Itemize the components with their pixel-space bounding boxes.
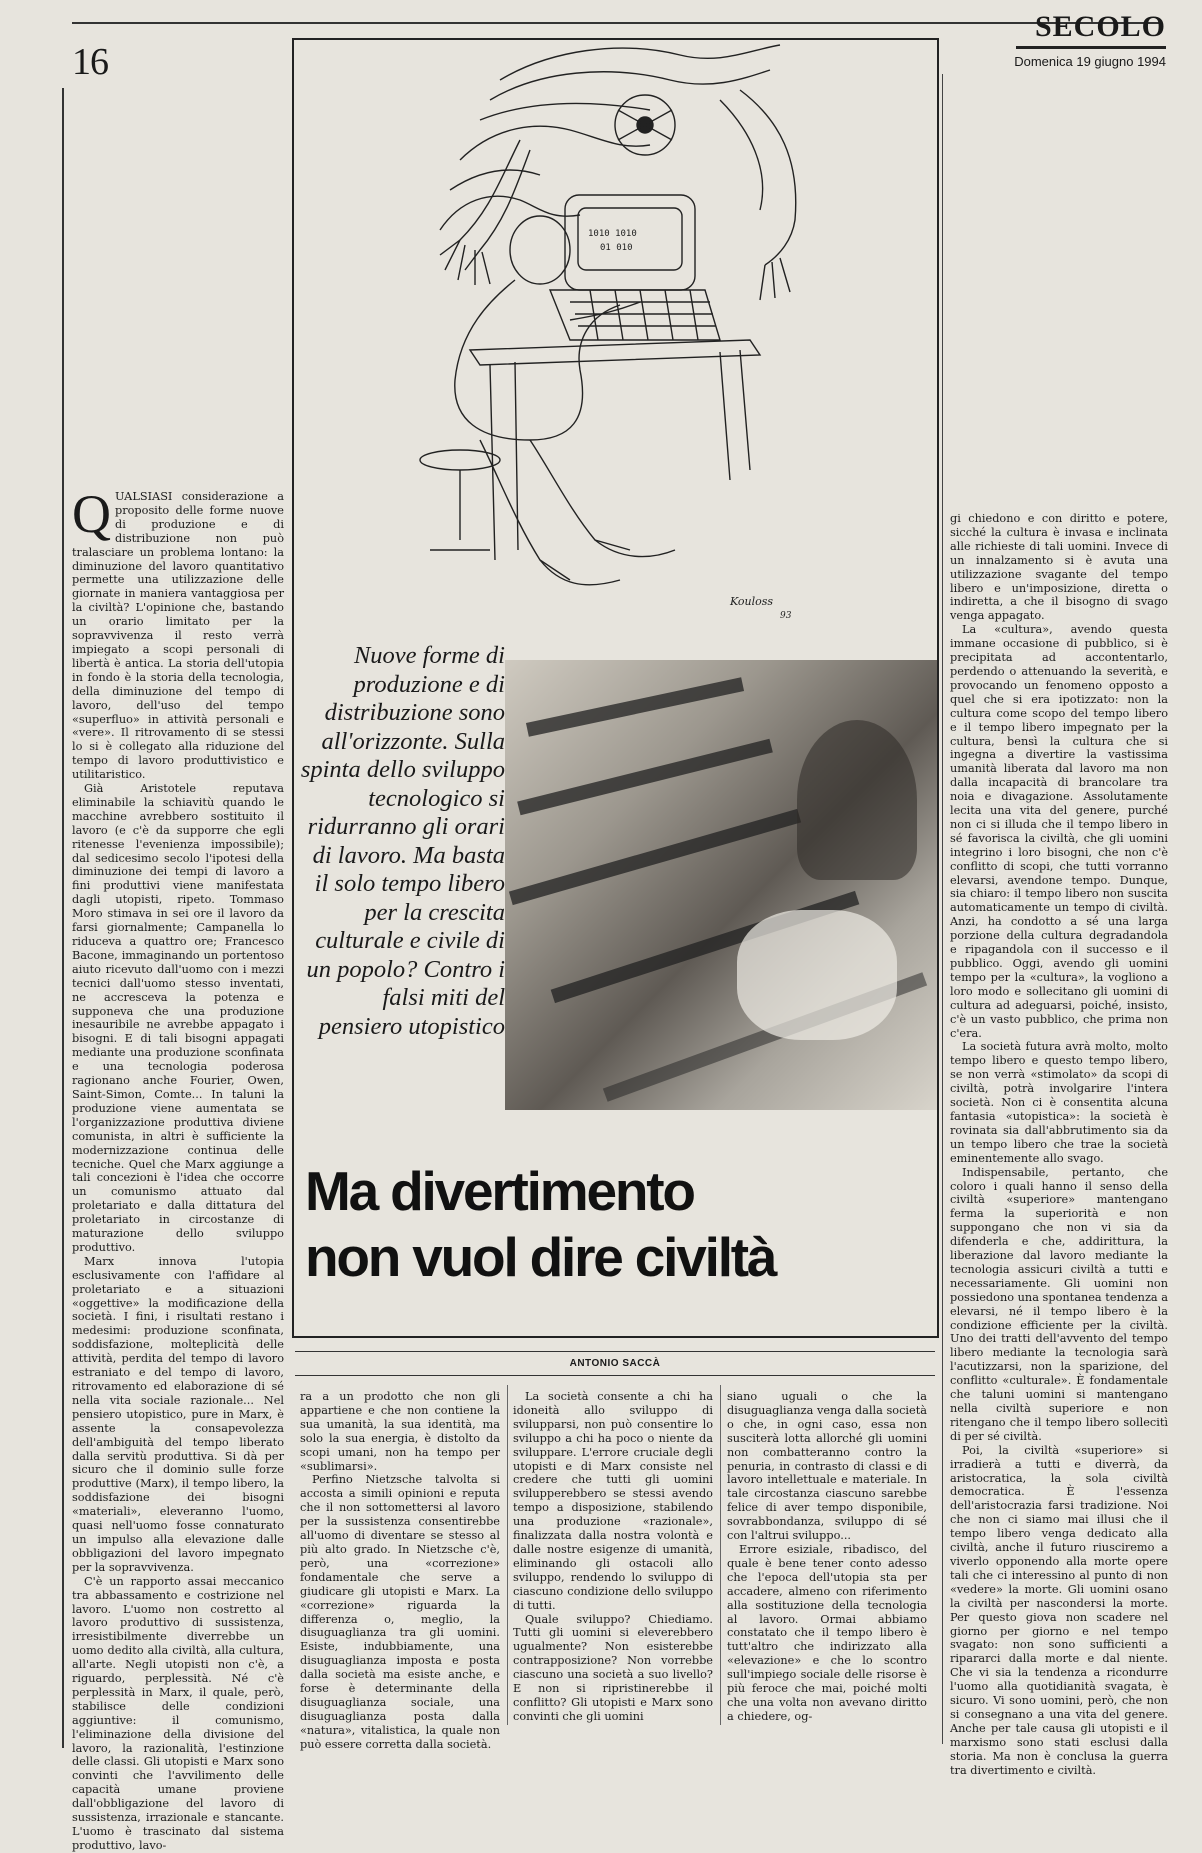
computer-monster-illustration	[420, 40, 840, 645]
column-divider	[720, 1385, 721, 1725]
svg-text:01 010: 01 010	[600, 243, 633, 253]
right-column-rule	[942, 74, 943, 1744]
page-number: 16	[72, 41, 108, 83]
paragraph: La società consente a chi ha idoneità allo sviluppo di svilupparsi, non può consentire lo sviluppo a chi ha poco o niente da sviluppare. L'errore cruciale degli utopisti e di Marx consiste nel credere che tutti gli uomini svilupperebbero se stessi avendo tempo a disposizione, stabilendo una produzione «razionale», finalizzata dalla nostra volontà e dalle nostre esigenze di umanità, eliminando gli ostacoli allo sviluppo, rendendo lo sviluppo di ciascuno condizione dello sviluppo di tutti.	[513, 1390, 713, 1612]
article-column-4	[727, 1390, 927, 1723]
author-byline: ANTONIO SACCÀ	[569, 1358, 661, 1369]
artist-signature: Kouloss	[730, 595, 774, 608]
headline-line-2: non vuol dire civiltà	[305, 1226, 776, 1288]
screen-binary-text: 1010 1010	[588, 229, 637, 239]
paragraph: ra a un prodotto che non gli appartiene e che non contiene la sua umanità, la sua identità, ma solo la sua energia, è distolto da scopi umani, non ha tempo per «sublimarsi».	[300, 1390, 500, 1473]
paragraph: QUALSIASI considerazione a proposito delle forme nuove di produzione e di distribuzione non può tralasciare un problema lontano: la diminuzione del lavoro quantitativo permette una utilizzazione delle giornate in maniera vantaggiosa per la civiltà? L'opinione che, bastando un orario limitato per la sopravvivenza il resto verrà impiegato a scopi personali di libertà è antica. La storia dell'utopia in fondo è la storia della tecnologia, della diminuzione del tempo di lavoro, dell'uso del tempo «superfluo» in attività personali e «vere». Il ritrovamento di se stessi lo si è collegato alla riduzione del tempo di lavoro produttivistico e utilitaristico.	[72, 484, 284, 782]
svg-text:93: 93	[780, 611, 792, 621]
paragraph: Marx innova l'utopia esclusivamente con l'affidare al proletariato e a situazioni «oggettive» la modificazione della società. I fini, i risultati restano i medesimi: produzione sconfinata, soddisfazione, molteplicità delle attività, perdita del tempo di lavoro estraniato e del tempo di lavoro, ritrovamento ed elaborazione di sé nella vita sociale razionale... Nel pensiero utopistico, pure in Marx, è assente la consapevolezza dell'ambiguità del tempo liberato dalla servitù produttiva. Si dà per sicuro che il dominio sulle forze produttive (Marx), il tempo libero, la soddisfazione dei bisogni «materiali», eleveranno l'uomo, quasi nell'uomo fosse connaturato un impulso alla elevazione dalle obbligazioni del lavoro impegnato per la sopravvivenza.	[72, 1254, 284, 1574]
headline-line-1: Ma divertimento	[305, 1160, 694, 1222]
photo-caption: Nuove forme di produzione e di distribuzione sono all'orizzonte. Sulla spinta dello sviluppo tecnologico si ridurranno gli orari di lavoro. Ma basta il solo tempo libero per la crescita culturale e civile di un popolo? Contro i falsi miti del pensiero utopistico	[300, 642, 505, 1040]
issue-date: Domenica 19 giugno 1994	[1014, 54, 1166, 69]
article-column-5	[950, 512, 1168, 1777]
top-rule	[72, 22, 1162, 24]
paragraph: C'è un rapporto assai meccanico tra abbassamento e costrizione nel lavoro. L'uomo non costretto al lavoro produttivo di sussistenza, irresistibilmente diverrebbe un uomo dedito alla civiltà, alla cultura, all'arte. Negli utopisti non c'è, a riguardo, perplessità. Né c'è perplessità in Marx, il quale, però, stabilisce delle condizioni aggiuntive: il comunismo, l'eliminazione della divisione del lavoro, la razionalità, l'estinzione delle classi. Gli utopisti e Marx sono convinti che l'avvilimento delle capacità umane proviene dall'obbligazione del lavoro di sussistenza, irrazionale e stancante. L'uomo è trascinato dal sistema produttivo, lavo-	[72, 1574, 284, 1852]
paragraph: Quale sviluppo? Chiediamo. Tutti gli uomini si eleverebbero ugualmente? Non esisterebbe contrapposizione? Non vorrebbe ciascuno una società a suo livello? E non si ripristinerebbe il conflitto? Gli utopisti e Marx sono convinti che gli uomini	[513, 1612, 713, 1723]
drop-cap: Q	[72, 484, 111, 544]
masthead-rule	[1016, 46, 1166, 49]
article-column-2	[300, 1390, 500, 1751]
paragraph: Poi, la civiltà «superiore» si irradierà a tutti e diverrà, da aristocratica, la sola civiltà democratica. È l'essenza dell'aristocrazia farsi tradizione. Noi che non ci siamo mai illusi che il tempo libero venga dedicato alla civiltà, anche il futuro riusciremo a viverlo opponendo alla morte opere tali che ci interessino al punto di non «vedere» la morte. Gli uomini osano la civiltà per nascondersi la morte. Per questo giova non scadere nel giorno per giorno e nel tempo svagato: non sono sufficienti a ripararci dalla morte e dal niente. Che vi sia la tendenza a ricondurre l'uomo alla quotidianità svagata, è sicuro. Vi sono uomini, però, che non si consegnano a una vita del genere. Anche per tale causa gli utopisti e il marxismo sono stati esclusi dalla storia. Ma non è conclusa la guerra tra divertimento e civiltà.	[950, 1443, 1168, 1777]
paragraph: gi chiedono e con diritto e potere, sicché la cultura è invasa e inclinata alle richieste di tali uomini. Invece di un innalzamento si è avuta una utilizzazione svagante del tempo libero e un'imposizione, diretta o indiretta, a che il bisogno di svago venga appagato.	[950, 512, 1168, 623]
paragraph: La società futura avrà molto, molto tempo libero e questo tempo libero, se non verrà «stimolato» da scopi di civiltà, potrà involgarire l'intera società. Non ci è consentita alcuna fantasia «utopistica»: la società è rovinata sia dall'abbrutimento sia da un tempo libero che trae la società eminentemente allo svago.	[950, 1040, 1168, 1165]
paragraph: Errore esiziale, ribadisco, del quale è bene tener conto adesso che l'epoca dell'utopia sta per accadere, almeno con riferimento alla sostituzione della tecnologia al lavoro. Ormai abbiamo constatato che il tempo libero è tutt'altro che indirizzato alla «elevazione» e che lo scontro sull'impiego sociale delle risorse è più feroce che mai, poiché molti che una volta non avevano diritto a chiedere, og-	[727, 1542, 927, 1723]
paragraph: Indispensabile, pertanto, che coloro i quali hanno il senso della civiltà «superiore» mantengano ferma la superiorità e non suppongano che non vi sia da difenderla e che, addirittura, la liberazione dal lavoro mediante la tecnologia assicuri civiltà a tutti e necessariamente. Gli uomini non possiedono una spontanea tendenza a elevarsi, né il tempo libero è la condizione efficiente per la civiltà. Uno dei tratti dell'avvento del tempo libero mediante la tecnologia sarà l'acutizzarsi, non la sparizione, del conflitto «culturale». È fondamentale che taluni uomini si mantengano nella civiltà superiore e non ritengano che il tempo libero sollecitì di per sé civiltà.	[950, 1165, 1168, 1443]
paragraph: siano uguali o che la disuguaglianza venga dalla società o che, in ogni caso, essa non susciterà lotta allorché gli uomini non combatteranno contro la penuria, in contrasto di classi e di lavoro intellettuale e materiale. In tale circostanza ciascuno sarebbe felice di aver tempo disponibile, sovrabbondanza, sviluppo di sé con l'altrui sviluppo...	[727, 1390, 927, 1543]
paragraph: Perfino Nietzsche talvolta si accosta a simili opinioni e reputa che il non sottomettersi al lavoro per la sussistenza consentirebbe all'uomo di diventare se stesso al più alto grado. In Nietzsche c'è, però, una «correzione» fondamentale che serve a giudicare gli utopisti e Marx. La «correzione» riguarda la differenza o, meglio, la disuguaglianza tra gli uomini. Esiste, indubbiamente, una disuguaglianza imposta e posta dalla società ma esiste anche, e forse è determinante della disuguaglianza sociale, una disuguaglianza posta dalla «natura», vitalistica, la quale non può essere corretta dalla società.	[300, 1473, 500, 1751]
paragraph: La «cultura», avendo questa immane occasione di pubblico, si è precipitata ad accontentarlo, perdendo o attenuando la severità, e provocando un fenomeno opposto a quel che si era ipotizzato: non la cultura come scopo del tempo libero e il tempo libero impegnato per la cultura, bensì la cultura che si ingegna a divertire la vastissima umanità liberata dal lavoro ma non dalla incapacità di brancolare tra noia e divagazione. Assolutamente lecita una vita del genere, purché non ci si illuda che il tempo libero in sé favorisca la civiltà, che gli uomini integrino i loro bisogni, che non c'è conflitto di scopi, che tutti vorranno elevarsi, avendone tempo. Dunque, sia chiaro: il tempo libero non suscita automaticamente un tempo di civiltà. Anzi, ha condotto a sé una larga porzione della cultura degradandola e ripagandola con il successo e il pubblico. Oggi, avendo gli uomini tempo per la «cultura», la vogliono a loro modo e sollecitano gli uomini di cultura ad adeguarsi, poiché, insisto, c'è un vasto pubblico, che prima non c'era.	[950, 623, 1168, 1040]
paragraph: Già Aristotele reputava eliminabile la schiavitù quando le macchine avrebbero sostituito il lavoro (e c'è da supporre che egli ritenesse l'evenienza impossibile); dal sedicesimo secolo l'ipotesi della diminuzione dei tempi di lavoro a fini produttivi viene manifestata dagli utopisti, ripeto. Tommaso Moro stimava in sei ore il lavoro da farsi giornalmente; Campanella lo riduceva a quattro ore; Francesco Bacone, immaginando un portentoso aiuto ricevuto dall'uomo con i mezzi tecnici dall'uomo stesso inventati, ne accresceva la potenza e supponeva che una produzione inesauribile ne avrebbe appagato i bisogni. E di tali bisogni appagati mediante una produzione sconfinata e una tecnologia poderosa ragionano anche Fourier, Owen, Saint-Simon, Comte... In taluni la produzione viene aumentata se l'organizzazione produttiva diviene comunista, in altri è sufficiente la modernizzazione continua delle tecniche. Quel che Marx aggiunge a tali concezioni è l'idea che occorre un comunismo attuato dal proletariato e dalla dittatura del proletariato in circostanze di maturazione dello sviluppo produttivo.	[72, 782, 284, 1254]
newspaper-masthead: SECOLO	[1034, 10, 1166, 43]
column-divider	[507, 1385, 508, 1725]
headline	[305, 1158, 925, 1290]
byline-rule-bottom	[295, 1375, 935, 1376]
article-column-1	[72, 484, 284, 1852]
office-computers-photo	[505, 660, 937, 1110]
article-column-3	[513, 1390, 713, 1723]
byline-rule-top	[295, 1351, 935, 1352]
